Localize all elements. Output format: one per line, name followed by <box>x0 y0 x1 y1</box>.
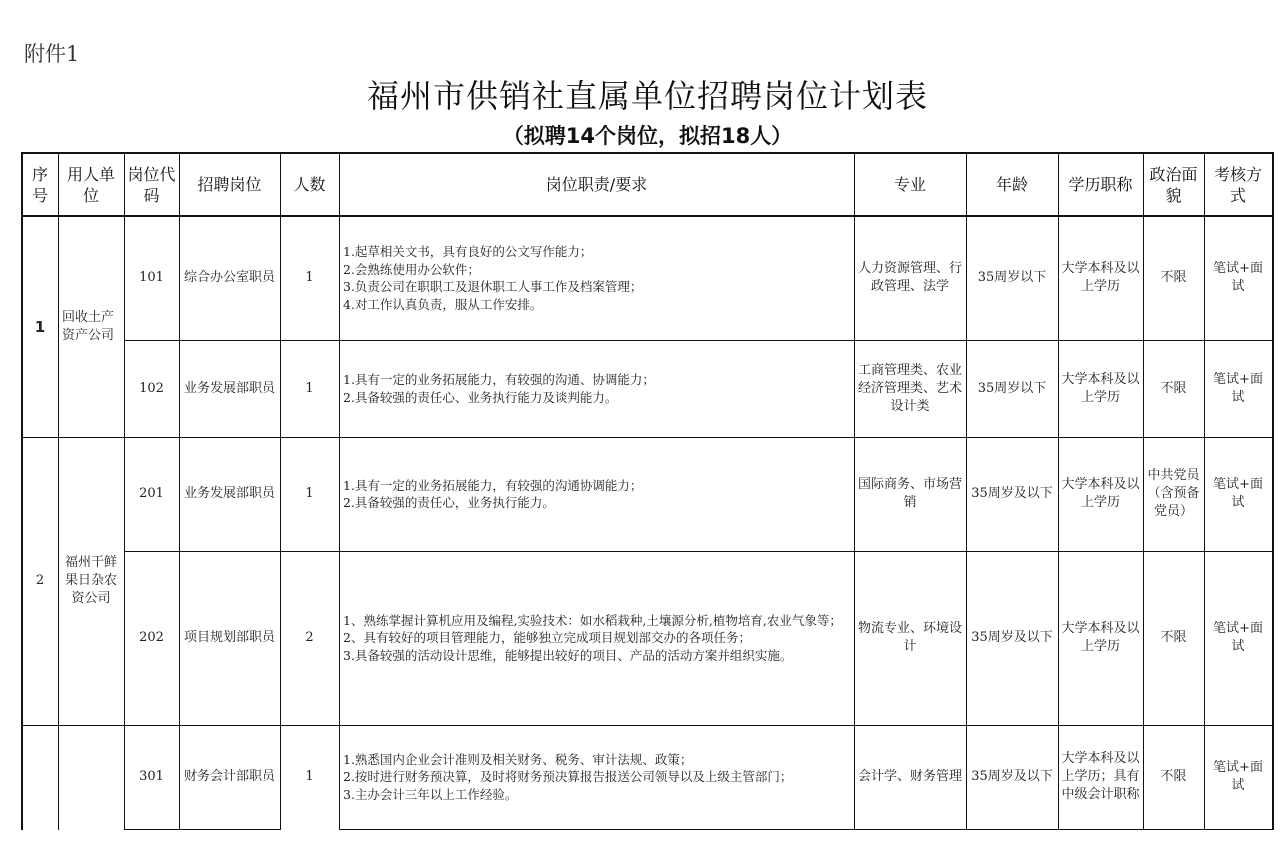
page-subtitle: （拟聘14个岗位，拟招18人） <box>502 124 793 148</box>
row-5-duties <box>339 725 854 829</box>
unit-2-seq: 2 <box>35 573 45 588</box>
header-major: 专业 <box>893 175 926 194</box>
duty-line: 1、熟练掌握计算机应用及编程,实验技术：如水稻栽种,土壤源分析,植物培育,农业气象等； <box>343 612 842 628</box>
duty-line: 3.负责公司在职职工及退休职工人事工作及档案管理； <box>343 279 643 294</box>
row-2-headcount: 1 <box>305 380 314 396</box>
row-1-position-name: 综合办公室职员 <box>183 270 275 285</box>
duty-line: 3.主办会计三年以上工作经验。 <box>343 786 518 802</box>
row-1-position-code: 101 <box>139 270 164 285</box>
row-1-headcount: 1 <box>305 270 314 285</box>
duty-line: 1.具有一定的业务拓展能力，有较强的沟通协调能力； <box>343 477 643 493</box>
row-4-duties <box>339 551 854 725</box>
attachment-label: 附件1 <box>24 42 80 66</box>
duty-line: 2.会熟练使用办公软件； <box>343 261 480 277</box>
row-2-age-requirement: 35周岁以下 <box>977 380 1047 396</box>
row-4-headcount: 2 <box>305 630 314 645</box>
row-2-duties <box>339 340 854 437</box>
row-3-position-code: 201 <box>139 486 164 501</box>
duty-line: 2.具备较强的责任心、业务执行能力及谈判能力。 <box>343 389 618 405</box>
row-1-major: 人力资源管理、行政管理、法学 <box>857 261 962 294</box>
row-4-age-requirement: 35周岁及以下 <box>971 630 1053 645</box>
row-4-assessment-method: 笔试+面试 <box>1213 621 1263 654</box>
row-3-education: 大学本科及以上学历 <box>1061 477 1140 510</box>
unit-1-seq: 1 <box>34 317 46 336</box>
row-1-political-status: 不限 <box>1160 270 1187 285</box>
duty-line: 1.熟悉国内企业会计准则及相关财务、税务、审计法规、政策； <box>343 751 693 767</box>
header-position: 招聘岗位 <box>197 175 262 194</box>
row-4-position-code: 202 <box>139 630 164 645</box>
duty-line: 1.具有一定的业务拓展能力，有较强的沟通、协调能力； <box>343 372 655 387</box>
row-2-assessment-method: 笔试+面试 <box>1213 371 1263 405</box>
header-code: 岗位代码 <box>127 164 176 205</box>
unit-2-name: 福州干鲜果日杂农资公司 <box>64 555 117 606</box>
row-5-age-requirement: 35周岁及以下 <box>971 769 1053 784</box>
row-1-age-requirement: 35周岁以下 <box>977 270 1047 285</box>
row-3-duties <box>339 437 854 551</box>
row-3-political-status: 中共党员（含预备党员） <box>1147 468 1200 519</box>
row-4-education: 大学本科及以上学历 <box>1061 621 1140 654</box>
row-1-assessment-method: 笔试+面试 <box>1213 261 1263 294</box>
row-4-political-status: 不限 <box>1160 630 1187 645</box>
header-age: 年龄 <box>995 175 1028 194</box>
header-seq: 序号 <box>31 164 48 205</box>
row-2-education: 大学本科及以上学历 <box>1061 371 1140 405</box>
header-duties: 岗位职责/要求 <box>545 175 648 194</box>
row-2-position-name: 业务发展部职员 <box>183 380 275 396</box>
duty-line: 2.具备较强的责任心，业务执行能力。 <box>343 495 555 510</box>
row-2-political-status: 不限 <box>1160 380 1187 396</box>
unit-1-name: 回收土产资产公司 <box>62 309 115 343</box>
row-5-education: 大学本科及以上学历；具有中级会计职称 <box>1061 751 1140 802</box>
row-5-major: 会计学、财务管理 <box>857 769 962 784</box>
row-5-assessment-method: 笔试+面试 <box>1213 760 1263 793</box>
duty-line: 2.按时进行财务预决算，及时将财务预决算报告报送公司领导以及上级主管部门； <box>343 769 793 785</box>
page-title: 福州市供销社直属单位招聘岗位计划表 <box>366 77 928 115</box>
row-2-major: 工商管理类、农业经济管理类、艺术设计类 <box>857 362 962 414</box>
duty-line: 2、具有较好的项目管理能力，能够独立完成项目规划部交办的各项任务； <box>343 630 751 646</box>
duty-line: 3.具备较强的活动设计思维，能够提出较好的项目、产品的活动方案并组织实施。 <box>343 647 793 663</box>
row-3-age-requirement: 35周岁及以下 <box>971 486 1053 501</box>
row-3-major: 国际商务、市场营销 <box>857 477 962 510</box>
row-4-major: 物流专业、环境设计 <box>857 621 962 654</box>
header-assessment: 考核方式 <box>1213 164 1262 205</box>
duty-line: 1.起草相关文书，具有良好的公文写作能力； <box>343 244 593 259</box>
row-5-position-name: 财务会计部职员 <box>183 769 275 784</box>
header-education: 学历职称 <box>1068 175 1133 194</box>
row-3-assessment-method: 笔试+面试 <box>1213 477 1263 510</box>
row-3-position-name: 业务发展部职员 <box>183 486 275 501</box>
row-5-political-status: 不限 <box>1160 769 1187 784</box>
row-5-headcount: 1 <box>305 769 314 784</box>
row-3-headcount: 1 <box>305 486 314 501</box>
header-political: 政治面貌 <box>1149 164 1198 205</box>
header-unit: 用人单位 <box>66 164 115 205</box>
row-1-duties <box>339 216 854 340</box>
header-count: 人数 <box>293 175 326 194</box>
row-2-position-code: 102 <box>139 380 164 396</box>
row-1-education: 大学本科及以上学历 <box>1061 261 1140 294</box>
row-5-position-code: 301 <box>139 769 164 784</box>
row-4-position-name: 项目规划部职员 <box>183 630 275 645</box>
duty-line: 4.对工作认真负责，服从工作安排。 <box>343 296 543 312</box>
